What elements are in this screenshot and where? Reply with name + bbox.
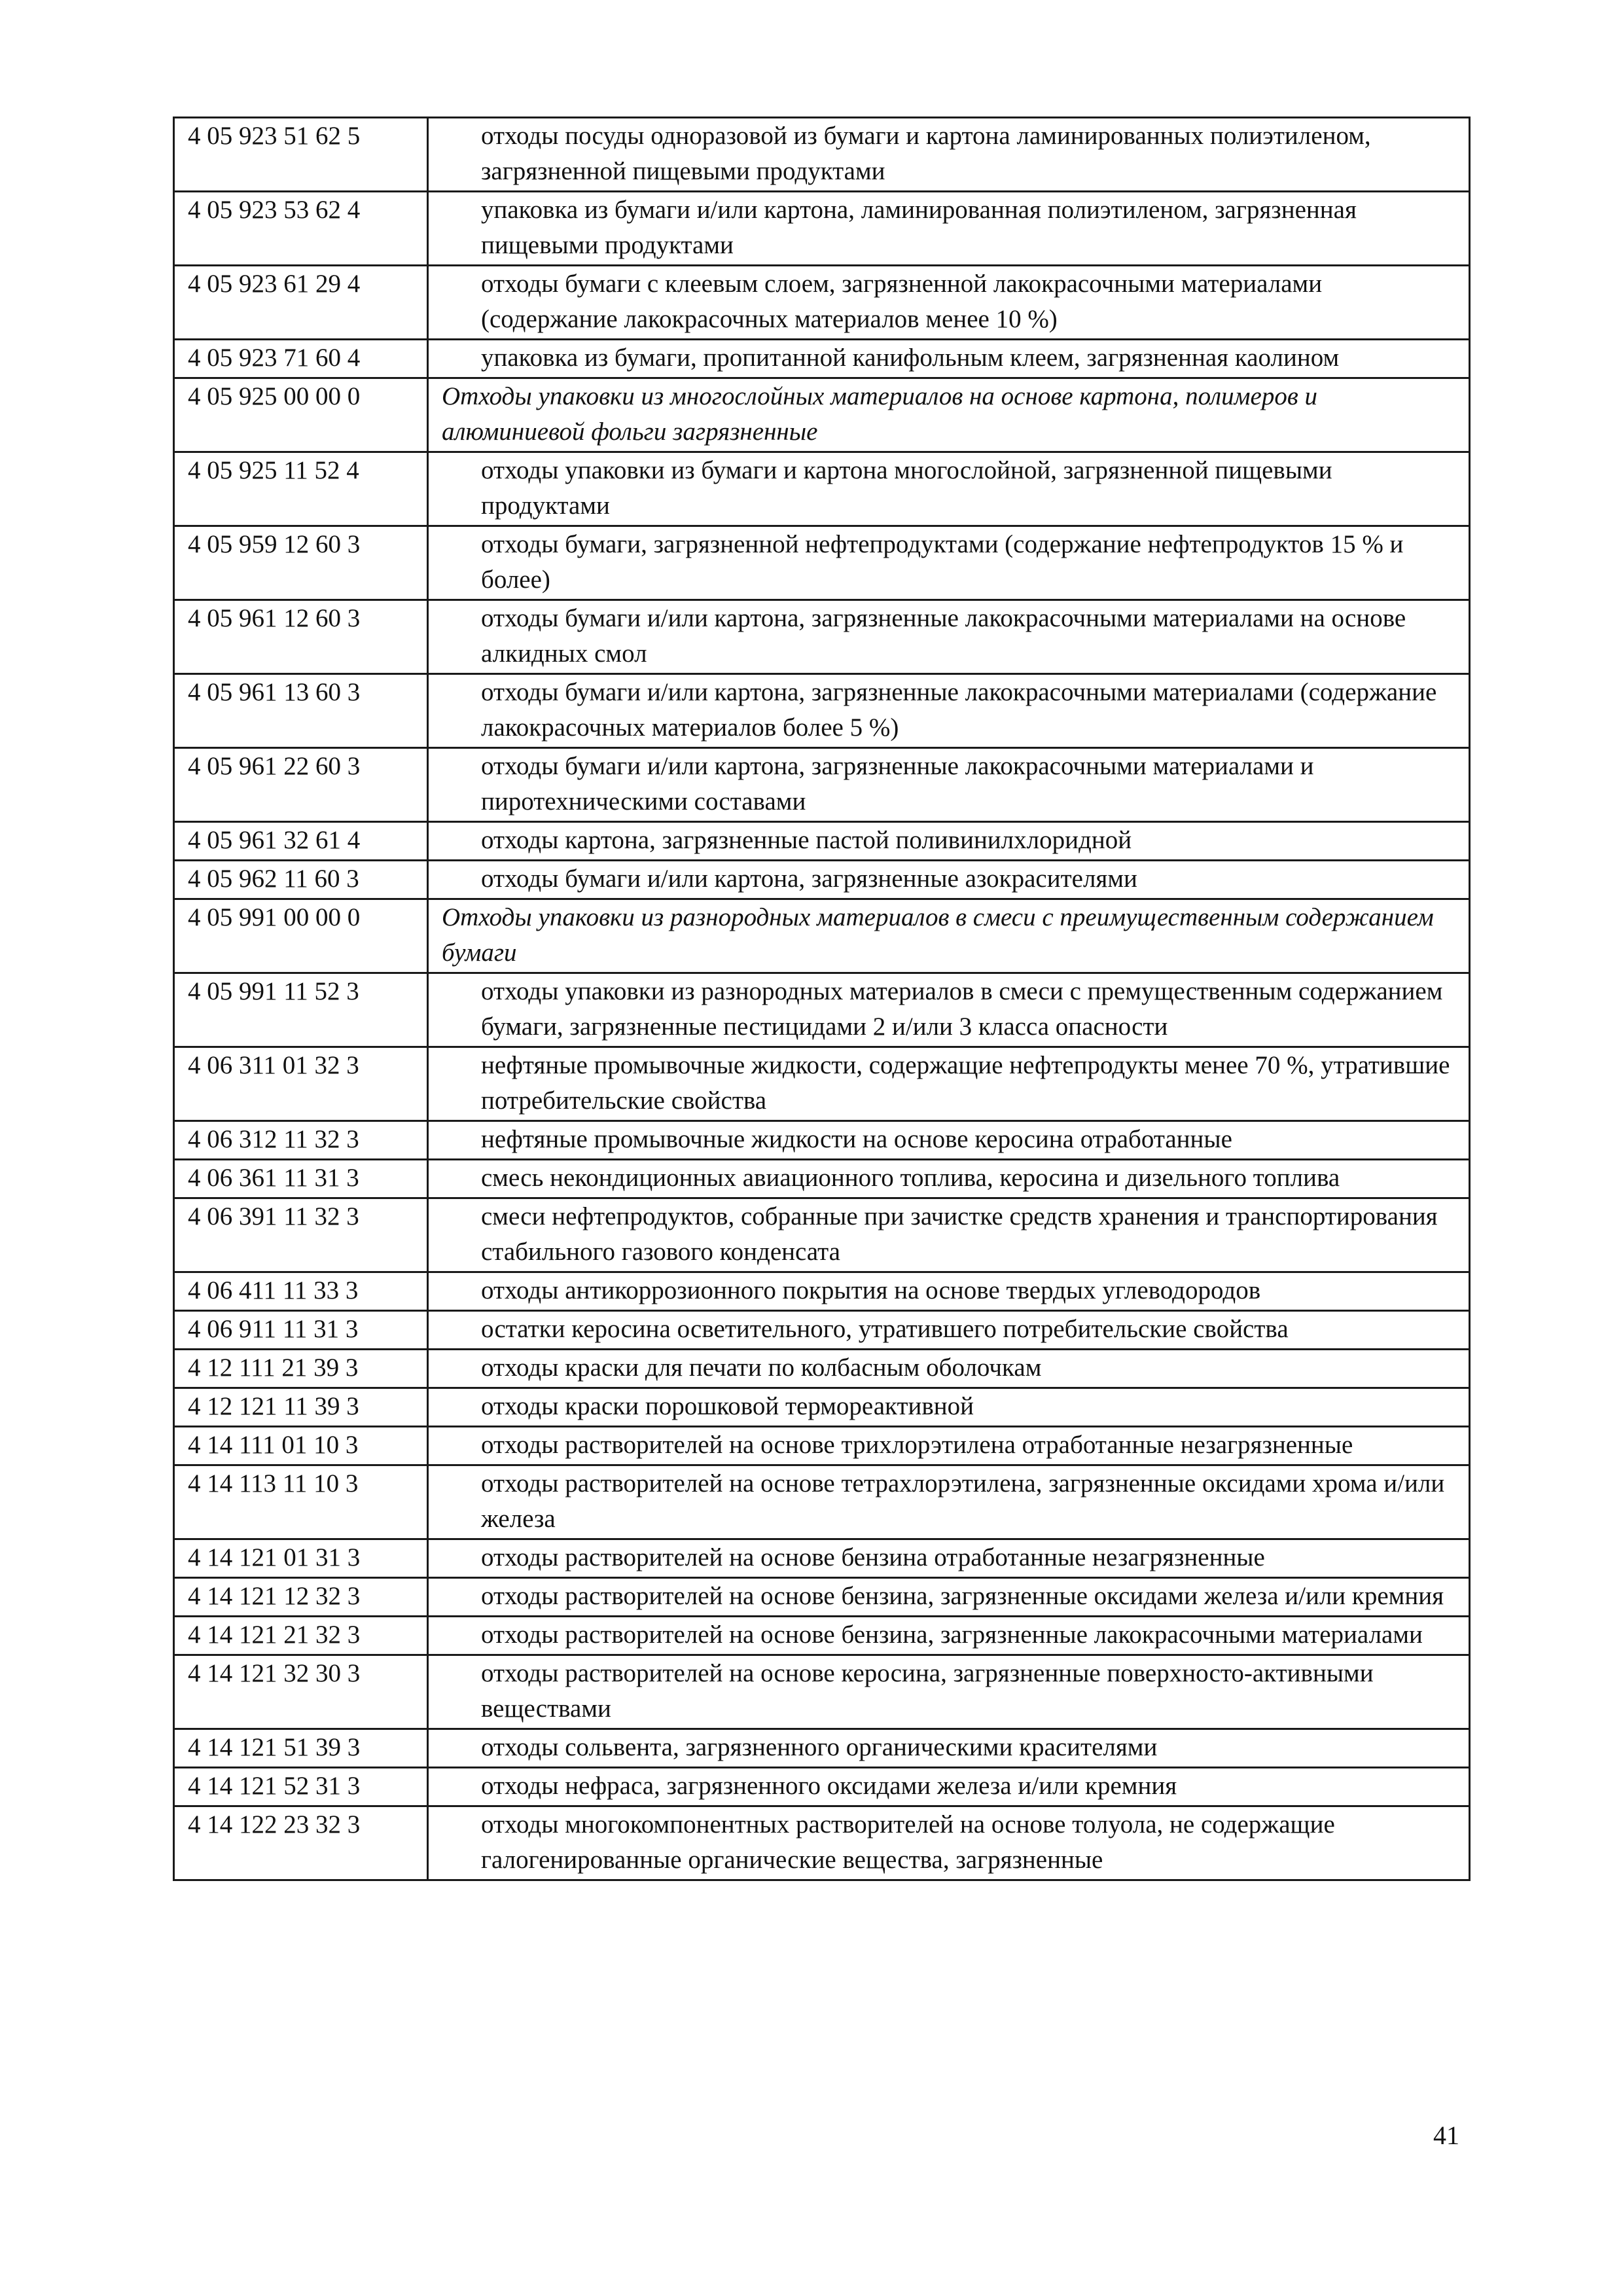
waste-code-cell: 4 14 111 01 10 3	[174, 1427, 428, 1465]
table-row	[174, 452, 1470, 526]
waste-description-cell: отходы антикоррозионного покрытия на основе твердых углеводородов	[428, 1272, 1470, 1311]
waste-code-cell: 4 06 312 11 32 3	[174, 1121, 428, 1160]
table-group-row	[174, 899, 1470, 973]
waste-code-cell: 4 05 961 32 61 4	[174, 822, 428, 861]
waste-code-cell: 4 05 991 00 00 0	[174, 899, 428, 973]
table-row	[174, 266, 1470, 340]
waste-description-cell: отходы упаковки из бумаги и картона многослойной, загрязненной пищевыми продуктами	[428, 452, 1470, 526]
waste-code-cell: 4 05 923 61 29 4	[174, 266, 428, 340]
waste-code-cell: 4 05 961 22 60 3	[174, 748, 428, 822]
table-row	[174, 1272, 1470, 1311]
waste-description-cell: отходы нефраса, загрязненного оксидами железа и/или кремния	[428, 1768, 1470, 1806]
table-row	[174, 822, 1470, 861]
waste-description-cell: отходы бумаги, загрязненной нефтепродуктами (содержание нефтепродуктов 15 % и более)	[428, 526, 1470, 600]
table-row	[174, 1655, 1470, 1729]
table-row	[174, 1388, 1470, 1427]
waste-code-cell: 4 12 121 11 39 3	[174, 1388, 428, 1427]
table-row	[174, 1539, 1470, 1578]
waste-description-cell: отходы краски для печати по колбасным оболочкам	[428, 1350, 1470, 1388]
waste-description-cell: отходы упаковки из разнородных материалов в смеси с премущественным содержанием бумаги, загрязненные пестицидами 2 и/или 3 класса опасности	[428, 973, 1470, 1047]
waste-description-cell: отходы растворителей на основе бензина, загрязненные оксидами железа и/или кремния	[428, 1578, 1470, 1617]
waste-description-cell: отходы бумаги и/или картона, загрязненные лакокрасочными материалами на основе алкидных смол	[428, 600, 1470, 674]
waste-description-cell: отходы сольвента, загрязненного органическими красителями	[428, 1729, 1470, 1768]
waste-description-cell: отходы растворителей на основе бензина отработанные незагрязненные	[428, 1539, 1470, 1578]
waste-code-cell: 4 05 962 11 60 3	[174, 861, 428, 899]
table-row	[174, 1768, 1470, 1806]
waste-description-cell: отходы растворителей на основе тетрахлорэтилена, загрязненные оксидами хрома и/или железа	[428, 1465, 1470, 1539]
table-group-row	[174, 378, 1470, 452]
table-row	[174, 1047, 1470, 1121]
waste-description-cell: нефтяные промывочные жидкости, содержащие нефтепродукты менее 70 %, утратившие потребительские свойства	[428, 1047, 1470, 1121]
waste-code-cell: 4 14 121 01 31 3	[174, 1539, 428, 1578]
waste-code-cell: 4 05 923 51 62 5	[174, 118, 428, 192]
table-row	[174, 973, 1470, 1047]
waste-description-cell: отходы бумаги и/или картона, загрязненные лакокрасочными материалами и пиротехническими составами	[428, 748, 1470, 822]
waste-code-cell: 4 14 121 51 39 3	[174, 1729, 428, 1768]
waste-code-cell: 4 06 361 11 31 3	[174, 1160, 428, 1198]
waste-code-cell: 4 05 959 12 60 3	[174, 526, 428, 600]
waste-code-cell: 4 05 923 53 62 4	[174, 192, 428, 266]
waste-description-cell: отходы многокомпонентных растворителей на основе толуола, не содержащие галогенированные органические вещества, загрязненные	[428, 1806, 1470, 1880]
table-row	[174, 1617, 1470, 1655]
waste-description-cell: остатки керосина осветительного, утратившего потребительские свойства	[428, 1311, 1470, 1350]
table-row	[174, 1350, 1470, 1388]
waste-code-cell: 4 05 925 00 00 0	[174, 378, 428, 452]
waste-description-cell: упаковка из бумаги и/или картона, ламинированная полиэтиленом, загрязненная пищевыми продуктами	[428, 192, 1470, 266]
waste-description-cell: отходы растворителей на основе бензина, загрязненные лакокрасочными материалами	[428, 1617, 1470, 1655]
table-row	[174, 1427, 1470, 1465]
waste-code-cell: 4 14 113 11 10 3	[174, 1465, 428, 1539]
waste-group-description-cell: Отходы упаковки из разнородных материалов в смеси с преимущественным содержанием бумаги	[428, 899, 1470, 973]
waste-code-cell: 4 06 911 11 31 3	[174, 1311, 428, 1350]
waste-code-cell: 4 05 991 11 52 3	[174, 973, 428, 1047]
waste-code-cell: 4 06 391 11 32 3	[174, 1198, 428, 1272]
waste-code-cell: 4 14 121 32 30 3	[174, 1655, 428, 1729]
waste-description-cell: отходы растворителей на основе керосина, загрязненные поверхносто-активными веществами	[428, 1655, 1470, 1729]
waste-code-cell: 4 14 121 52 31 3	[174, 1768, 428, 1806]
table-row	[174, 118, 1470, 192]
table-row	[174, 340, 1470, 378]
waste-code-cell: 4 06 411 11 33 3	[174, 1272, 428, 1311]
waste-description-cell: отходы бумаги и/или картона, загрязненные азокрасителями	[428, 861, 1470, 899]
waste-description-cell: отходы бумаги с клеевым слоем, загрязненной лакокрасочными материалами (содержание лакокрасочных материалов менее 10 %)	[428, 266, 1470, 340]
table-body	[174, 118, 1470, 1880]
table-row	[174, 1465, 1470, 1539]
page-number: 41	[1433, 2121, 1459, 2150]
table-row	[174, 192, 1470, 266]
waste-code-cell: 4 05 961 12 60 3	[174, 600, 428, 674]
table-row	[174, 1198, 1470, 1272]
waste-description-cell: нефтяные промывочные жидкости на основе керосина отработанные	[428, 1121, 1470, 1160]
table-row	[174, 861, 1470, 899]
table-row	[174, 1729, 1470, 1768]
table-row	[174, 526, 1470, 600]
waste-description-cell: отходы картона, загрязненные пастой поливинилхлоридной	[428, 822, 1470, 861]
waste-description-cell: отходы растворителей на основе трихлорэтилена отработанные незагрязненные	[428, 1427, 1470, 1465]
table-row	[174, 674, 1470, 748]
waste-code-cell: 4 05 925 11 52 4	[174, 452, 428, 526]
table-row	[174, 1311, 1470, 1350]
waste-description-cell: упаковка из бумаги, пропитанной канифольным клеем, загрязненная каолином	[428, 340, 1470, 378]
waste-code-cell: 4 12 111 21 39 3	[174, 1350, 428, 1388]
waste-code-cell: 4 14 121 21 32 3	[174, 1617, 428, 1655]
waste-description-cell: отходы посуды одноразовой из бумаги и картона ламинированных полиэтиленом, загрязненной пищевыми продуктами	[428, 118, 1470, 192]
table-row	[174, 1121, 1470, 1160]
waste-code-table	[173, 117, 1471, 1881]
waste-group-description-cell: Отходы упаковки из многослойных материалов на основе картона, полимеров и алюминиевой фольги загрязненные	[428, 378, 1470, 452]
waste-code-cell: 4 14 122 23 32 3	[174, 1806, 428, 1880]
waste-description-cell: смесь некондиционных авиационного топлива, керосина и дизельного топлива	[428, 1160, 1470, 1198]
table-row	[174, 1160, 1470, 1198]
table-row	[174, 748, 1470, 822]
waste-code-cell: 4 05 961 13 60 3	[174, 674, 428, 748]
table-row	[174, 1806, 1470, 1880]
waste-description-cell: смеси нефтепродуктов, собранные при зачистке средств хранения и транспортирования стабильного газового конденсата	[428, 1198, 1470, 1272]
waste-description-cell: отходы краски порошковой термореактивной	[428, 1388, 1470, 1427]
waste-code-cell: 4 06 311 01 32 3	[174, 1047, 428, 1121]
waste-code-cell: 4 05 923 71 60 4	[174, 340, 428, 378]
waste-code-cell: 4 14 121 12 32 3	[174, 1578, 428, 1617]
table-row	[174, 600, 1470, 674]
waste-description-cell: отходы бумаги и/или картона, загрязненные лакокрасочными материалами (содержание лакокрасочных материалов более 5 %)	[428, 674, 1470, 748]
table-row	[174, 1578, 1470, 1617]
